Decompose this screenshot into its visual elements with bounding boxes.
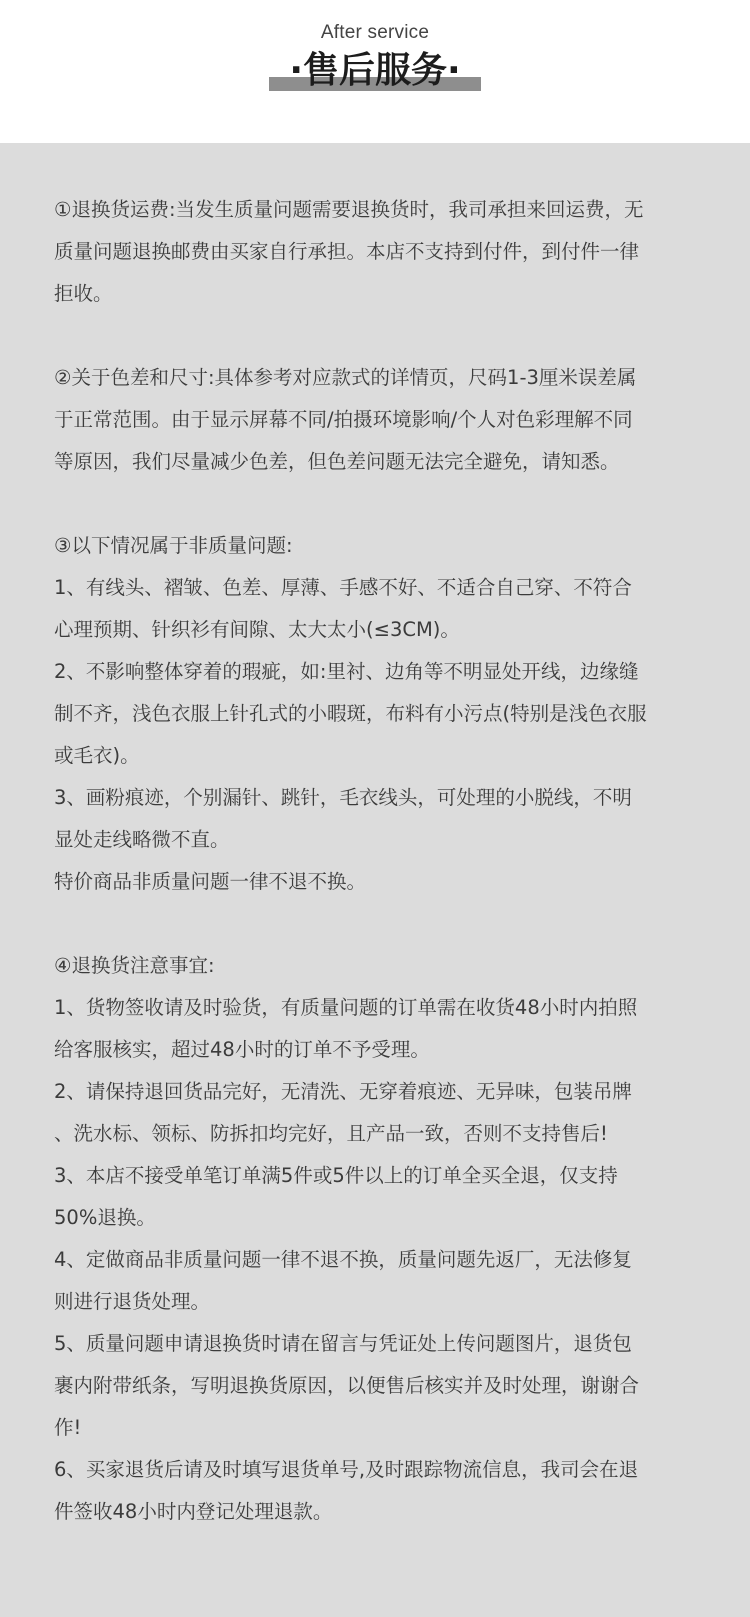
- policy-line: ①退换货运费:当发生质量问题需要退换货时，我司承担来回运费，无: [54, 198, 644, 221]
- policy-line: 特价商品非质量问题一律不退不换。: [54, 870, 367, 893]
- policy-line: 2、请保持退回货品完好，无清洗、无穿着痕迹、无异味，包装吊牌: [54, 1080, 632, 1103]
- section-gap: [54, 903, 724, 945]
- policy-line: 作!: [54, 1416, 82, 1439]
- policy-line: 4、定做商品非质量问题一律不退不换，质量问题先返厂，无法修复: [54, 1248, 632, 1271]
- policy-line: 给客服核实，超过48小时的订单不予受理。: [54, 1038, 430, 1061]
- policy-line: 3、本店不接受单笔订单满5件或5件以上的订单全买全退，仅支持: [54, 1164, 618, 1187]
- policy-line: 质量问题退换邮费由买家自行承担。本店不支持到付件，到付件一律: [54, 240, 640, 263]
- policy-line: 1、货物签收请及时验货，有质量问题的订单需在收货48小时内拍照: [54, 996, 638, 1019]
- policy-line: 2、不影响整体穿着的瑕疵，如:里衬、边角等不明显处开线，边缘缝: [54, 660, 639, 683]
- policy-line: 或毛衣)。: [54, 744, 140, 767]
- policy-line: ②关于色差和尺寸:具体参考对应款式的详情页，尺码1-3厘米误差属: [54, 366, 637, 389]
- policy-content: [0, 143, 750, 1617]
- page-header: [0, 0, 750, 143]
- policy-line: 1、有线头、褶皱、色差、厚薄、手感不好、不适合自己穿、不符合: [54, 576, 632, 599]
- policy-line: 制不齐，浅色衣服上针孔式的小暇斑，布料有小污点(特别是浅色衣服: [54, 702, 647, 725]
- policy-line: ③以下情况属于非质量问题:: [54, 534, 293, 557]
- section-gap: [54, 483, 724, 525]
- policy-line: 5、质量问题申请退换货时请在留言与凭证处上传问题图片，退货包: [54, 1332, 632, 1355]
- policy-section-1: [54, 189, 724, 315]
- header-subtitle: After service: [320, 22, 430, 43]
- policy-section-2: [54, 357, 724, 483]
- page-title: ·售后服务·: [289, 50, 461, 91]
- policy-section-3: [54, 525, 724, 903]
- policy-text-block: [54, 189, 724, 1533]
- policy-section-4: [54, 945, 724, 1533]
- policy-line: 件签收48小时内登记处理退款。: [54, 1500, 333, 1523]
- policy-line: ④退换货注意事宜:: [54, 954, 215, 977]
- policy-line: 于正常范围。由于显示屏幕不同/拍摄环境影响/个人对色彩理解不同: [54, 408, 633, 431]
- policy-line: 显处走线略微不直。: [54, 828, 230, 851]
- section-gap: [54, 315, 724, 357]
- policy-line: 拒收。: [54, 282, 113, 305]
- policy-line: 50%退换。: [54, 1206, 156, 1229]
- policy-line: 则进行退货处理。: [54, 1290, 211, 1313]
- policy-line: 等原因，我们尽量减少色差，但色差问题无法完全避免，请知悉。: [54, 450, 620, 473]
- policy-line: 心理预期、针织衫有间隙、太大太小(≤3CM)。: [54, 618, 460, 641]
- policy-line: 裹内附带纸条，写明退换货原因，以便售后核实并及时处理，谢谢合: [54, 1374, 640, 1397]
- policy-line: 、洗水标、领标、防拆扣均完好，且产品一致，否则不支持售后!: [54, 1122, 608, 1145]
- policy-line: 3、画粉痕迹，个别漏针、跳针，毛衣线头，可处理的小脱线，不明: [54, 786, 632, 809]
- policy-line: 6、买家退货后请及时填写退货单号,及时跟踪物流信息，我司会在退: [54, 1458, 639, 1481]
